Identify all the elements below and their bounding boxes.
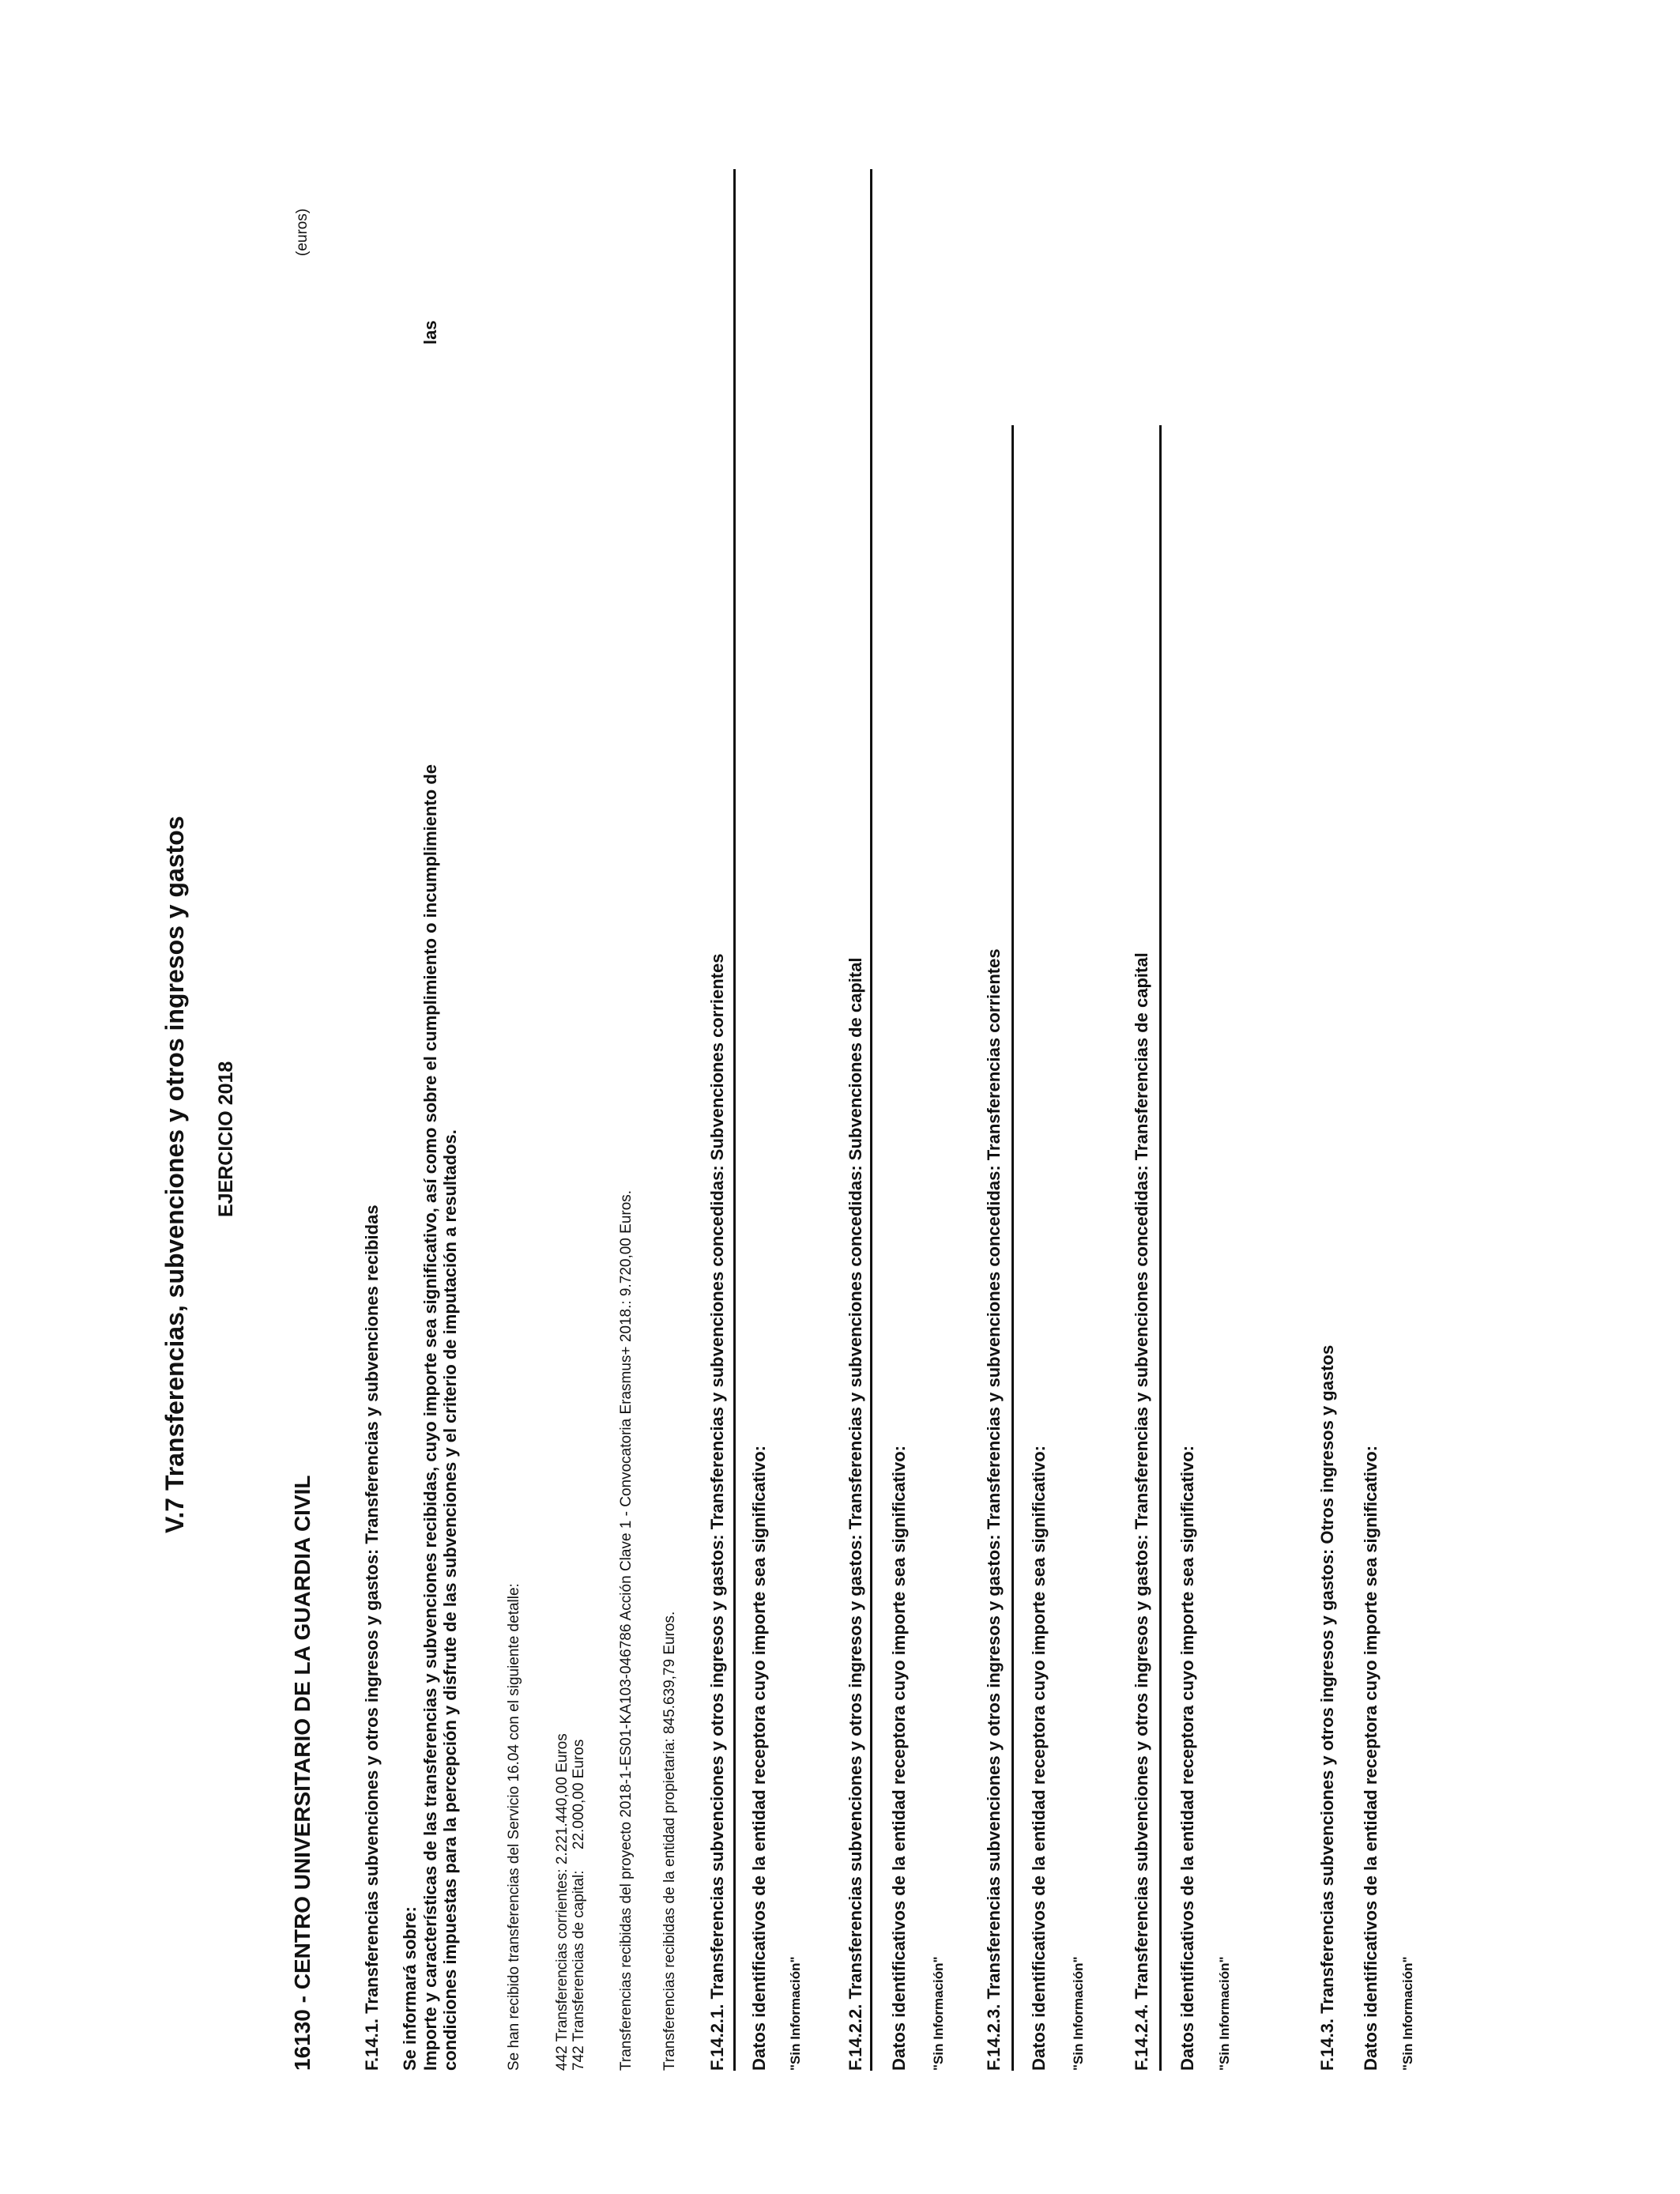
- f141-erasmus: Transferencias recibidas del proyecto 2018-1-ES01-KA103-046786 Acción Clave 1 - Convocatoria Erasmus+ 2018.: 9.720,00 Euros.: [618, 1189, 635, 2071]
- f143-sin-info: "Sin Información": [1400, 1956, 1415, 2071]
- f141-line2: condiciones impuestas para la percepción y disfrute de las subvenciones y el criterio de imputación a resultados.: [440, 1129, 460, 2071]
- f141-detail-1: 442 Transferencias corrientes: 2.221.440,00 Euros: [554, 1733, 571, 2071]
- f1423-datos: Datos identificativos de la entidad receptora cuyo importe sea significativo:: [1029, 1446, 1049, 2071]
- section-f1424-rule: [1159, 425, 1162, 2071]
- f1421-datos: Datos identificativos de la entidad receptora cuyo importe sea significativo:: [749, 1446, 769, 2071]
- section-f1421-rule: [733, 169, 736, 2071]
- section-f143-heading: F.14.3. Transferencias subvenciones y otros ingresos y gastos: Otros ingresos y gastos: [1317, 1344, 1337, 2071]
- f141-line1: Importe y características de las transferencias y subvenciones recibidas, cuyo importe sea significativo, así como sobre el cumplimiento o incumplimiento de: [420, 763, 440, 2071]
- page-title: V.7 Transferencias, subvenciones y otros ingresos y gastos: [160, 816, 189, 1533]
- f1421-sin-info: "Sin Información": [788, 1956, 803, 2071]
- section-f141-heading: F.14.1. Transferencias subvenciones y otros ingresos y gastos: Transferencias y subvenciones recibidas: [362, 1204, 382, 2071]
- f1422-datos: Datos identificativos de la entidad receptora cuyo importe sea significativo:: [889, 1446, 909, 2071]
- section-f1423-rule: [1011, 425, 1014, 2071]
- section-f1421-heading: F.14.2.1. Transferencias subvenciones y otros ingresos y gastos: Transferencias y subvenciones concedidas: Subvenciones corrientes: [707, 953, 727, 2071]
- entity-title: 16130 - CENTRO UNIVERSITARIO DE LA GUARDIA CIVIL: [290, 1475, 315, 2071]
- ejercicio-label: EJERCICIO 2018: [215, 1061, 237, 1217]
- section-f1424-heading: F.14.2.4. Transferencias subvenciones y otros ingresos y gastos: Transferencias y subvenciones concedidas: Transferencias de capital: [1132, 952, 1151, 2071]
- section-f1423-heading: F.14.2.3. Transferencias subvenciones y otros ingresos y gastos: Transferencias y subvenciones concedidas: Transferencias corrientes: [984, 948, 1004, 2071]
- section-f1422-heading: F.14.2.2. Transferencias subvenciones y otros ingresos y gastos: Transferencias y subvenciones concedidas: Subvenciones de capital: [846, 957, 865, 2071]
- section-f1422-rule: [870, 169, 872, 2071]
- f1422-sin-info: "Sin Información": [931, 1956, 946, 2071]
- f141-propietaria: Transferencias recibidas de la entidad propietaria: 845.639,79 Euros.: [661, 1611, 678, 2071]
- f1423-sin-info: "Sin Información": [1071, 1956, 1086, 2071]
- f1424-datos: Datos identificativos de la entidad receptora cuyo importe sea significativo:: [1177, 1446, 1197, 2071]
- f1424-sin-info: "Sin Información": [1217, 1956, 1232, 2071]
- f143-datos: Datos identificativos de la entidad receptora cuyo importe sea significativo:: [1361, 1446, 1381, 2071]
- f141-detail-2: 742 Transferencias de capital: 22.000,00 Euros: [571, 1739, 587, 2071]
- f141-intro: Se informará sobre:: [400, 1906, 420, 2071]
- f141-line1-end: las: [420, 320, 440, 345]
- f141-detail-intro: Se han recibido transferencias del Servicio 16.04 con el siguiente detalle:: [506, 1583, 522, 2071]
- units-label: (euros): [294, 208, 311, 256]
